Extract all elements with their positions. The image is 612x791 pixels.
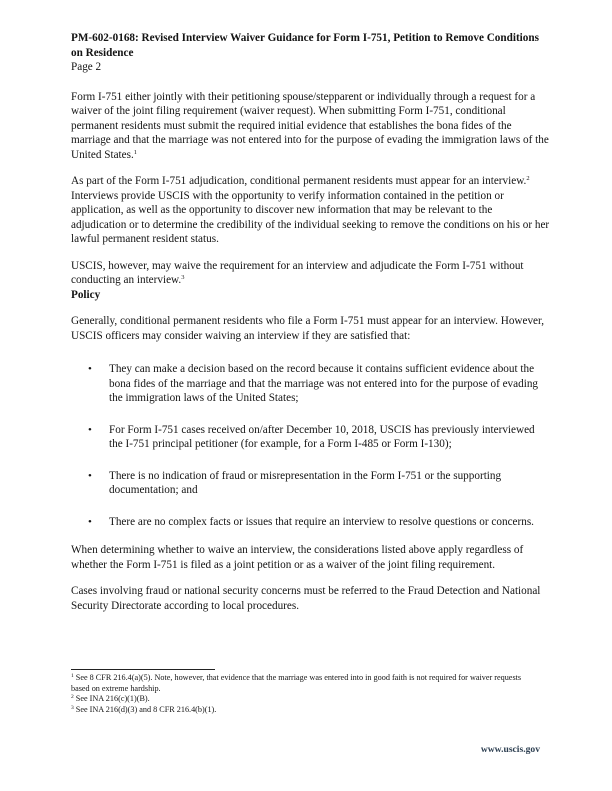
paragraph-text: Form I-751 either jointly with their petitioning spouse/stepparent or individually through a request for a waiver of the joint filing requirement (waiver request). When submitting Form I-751, conditional permanent residents must submit the required initial evidence that establishes the bona fides of the marriage and that the marriage was not entered into for the purpose of evading the immigration laws of the United States. — [71, 90, 549, 161]
bullet-icon: • — [88, 469, 92, 482]
footnote-text: See INA 216(d)(3) and 8 CFR 216.4(b)(1). — [73, 704, 217, 714]
page-number: Page 2 — [71, 61, 102, 73]
list-item-text: There is no indication of fraud or misrepresentation in the Form I-751 or the supporting documentation; and — [109, 469, 502, 496]
paragraph-fraud-referral: Cases involving fraud or national security concerns must be referred to the Fraud Detection and National Security Directorate according to local procedures. — [71, 585, 541, 612]
footnote-divider — [71, 669, 215, 670]
list-item — [88, 515, 550, 530]
uscis-website-link[interactable]: www.uscis.gov — [480, 744, 540, 755]
list-item — [88, 362, 550, 406]
policy-intro: Generally, conditional permanent residents who file a Form I-751 must appear for an interview. However, USCIS officers may consider waiving an interview if they are satisfied that: — [71, 315, 545, 342]
list-item-text: They can make a decision based on the record because it contains sufficient evidence about the bona fides of the marriage and that the marriage was not entered into for the purpose of evading the immigration laws of the United States; — [109, 363, 539, 404]
footnote-ref-1: 1 — [133, 148, 138, 156]
footnote-ref-2: 2 — [526, 175, 530, 182]
footnote-3 — [71, 705, 541, 716]
footnote-number: 2 — [71, 694, 74, 701]
paragraph-text: Interviews provide USCIS with the opportunity to verify information contained in the petition or application, as well as the opportunity to discover new information that may be relevant to the adjudication or to determine the credibility of the individual seeking to remove the conditions on his or her lawful permanent resident status. — [71, 189, 550, 245]
policy-heading: Policy — [71, 288, 101, 301]
footnote-1 — [71, 673, 541, 694]
footnote-2 — [71, 694, 541, 705]
paragraph-interview-requirement — [71, 174, 550, 247]
list-item-text: There are no complex facts or issues that require an interview to resolve questions or concerns. — [109, 515, 534, 528]
footnote-number: 3 — [71, 704, 74, 711]
memo-body — [71, 90, 550, 614]
footnote-number: 1 — [71, 673, 74, 679]
waiver-criteria-list — [71, 362, 550, 529]
list-item-text: For Form I-751 cases received on/after December 10, 2018, USCIS has previously interviewed the I-751 principal petitioner (for example, for a Form I-485 or Form I-130); — [109, 423, 535, 450]
footnote-text: See 8 CFR 216.4(a)(5). Note, however, that evidence that the marriage was entered into in good faith is not required for waiver requests based on extreme hardship. — [71, 673, 522, 693]
footnote-text: See INA 216(c)(1)(B). — [73, 694, 150, 704]
bullet-icon: • — [88, 363, 92, 375]
paragraph-initial-evidence — [71, 90, 550, 163]
list-item — [88, 469, 550, 498]
list-item — [88, 423, 550, 452]
paragraph-waiver — [71, 259, 550, 288]
footnote-ref-3: 3 — [181, 274, 185, 281]
paragraph-text: USCIS, however, may waive the requirement for an interview and adjudicate the Form I-751 without conducting an interview. — [71, 259, 524, 286]
paragraph-text: As part of the Form I-751 adjudication, conditional permanent residents must appear for an interview. — [71, 175, 527, 187]
page-header — [71, 31, 550, 75]
bullet-icon: • — [88, 423, 92, 436]
memo-title: PM-602-0168: Revised Interview Waiver Guidance for Form I-751, Petition to Remove Conditions on Residence — [71, 32, 539, 59]
footnotes — [71, 673, 541, 715]
bullet-icon: • — [88, 515, 92, 528]
paragraph-considerations: When determining whether to waive an interview, the considerations listed above apply regardless of whether the Form I-751 is filed as a joint petition or as a waiver of the joint filing requirement. — [71, 544, 524, 571]
